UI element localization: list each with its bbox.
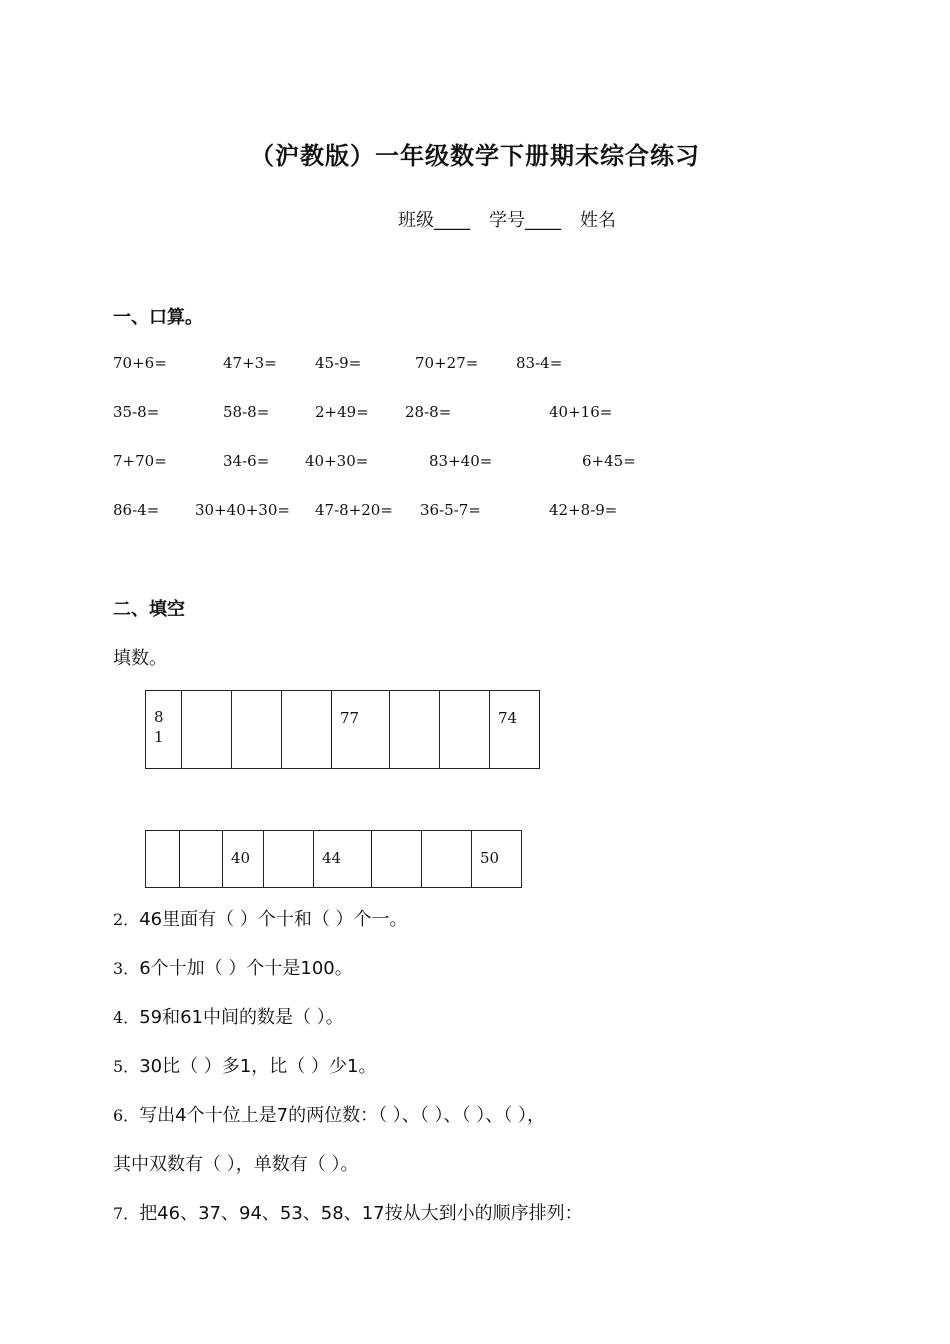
calc-item: 45-9= (315, 354, 362, 372)
calc-item: 70+27= (415, 354, 479, 372)
calc-item: 86-4= (113, 501, 160, 519)
table-cell (390, 691, 440, 769)
question-text: 46里面有（ ）个十和（ ）个一。 (139, 909, 408, 930)
question-2 (113, 905, 408, 931)
table-cell: 44 (314, 831, 372, 888)
student-number-field-label: 学号____ (489, 210, 561, 231)
table-cell (182, 691, 232, 769)
question-number: 6． (113, 1106, 140, 1125)
class-field-label: 班级____ (398, 210, 470, 231)
table-cell (422, 831, 472, 888)
question-7 (113, 1199, 583, 1225)
calc-item: 34-6= (223, 452, 270, 470)
table-cell (264, 831, 314, 888)
calc-item: 70+6= (113, 354, 167, 372)
section-1-heading: 一、口算。 (113, 307, 203, 328)
table-cell (146, 831, 180, 888)
question-4 (113, 1003, 344, 1029)
question-text: 写出4个十位上是7的两位数：（ ）、（ ）、（ ）、（ ）， (139, 1105, 545, 1126)
question-3 (113, 954, 353, 980)
calc-item: 6+45= (582, 452, 636, 470)
question-text: 59和61中间的数是（ ）。 (139, 1007, 344, 1028)
calc-item: 47+3= (223, 354, 277, 372)
calc-item: 35-8= (113, 403, 160, 421)
calc-item: 7+70= (113, 452, 167, 470)
calc-item: 28-8= (405, 403, 452, 421)
table-cell (372, 831, 422, 888)
number-sequence-table-1 (145, 690, 540, 769)
question-number: 4． (113, 1008, 140, 1027)
question-6-continued (113, 1150, 358, 1176)
table-cell: 8 1 (146, 691, 182, 769)
table-cell: 40 (223, 831, 264, 888)
table-cell (440, 691, 490, 769)
question-number: 2． (113, 910, 140, 929)
calc-item: 40+16= (549, 403, 613, 421)
section-2-heading: 二、填空 (113, 599, 185, 620)
calc-item: 83-4= (516, 354, 563, 372)
question-text: 6个十加（ ）个十是100。 (139, 958, 353, 979)
question-text: 其中双数有（ ），单数有（ ）。 (113, 1154, 359, 1175)
table-cell: 50 (472, 831, 522, 888)
question-number: 3． (113, 959, 140, 978)
calc-item: 40+30= (305, 452, 369, 470)
calc-item: 30+40+30= (195, 501, 290, 519)
table-cell (232, 691, 282, 769)
calc-item: 36-5-7= (420, 501, 481, 519)
number-sequence-table-2 (145, 830, 522, 888)
calc-item: 83+40= (429, 452, 493, 470)
table-cell: 74 (490, 691, 540, 769)
table-cell: 77 (332, 691, 390, 769)
name-field-label: 姓名 (580, 210, 616, 231)
question-5 (113, 1052, 376, 1078)
calc-item: 2+49= (315, 403, 369, 421)
question-number: 7． (113, 1204, 140, 1223)
question-6 (113, 1101, 545, 1127)
calc-item: 58-8= (223, 403, 270, 421)
fill-numbers-label: 填数。 (113, 648, 167, 669)
table-cell (180, 831, 223, 888)
calc-item: 47-8+20= (315, 501, 393, 519)
question-text: 30比（ ）多1，比（ ）少1。 (139, 1056, 377, 1077)
calc-item: 42+8-9= (549, 501, 618, 519)
question-text: 把46、37、94、53、58、17按从大到小的顺序排列： (139, 1203, 583, 1224)
question-number: 5． (113, 1057, 140, 1076)
page-title: （沪教版）一年级数学下册期末综合练习 (250, 142, 700, 170)
table-cell (282, 691, 332, 769)
